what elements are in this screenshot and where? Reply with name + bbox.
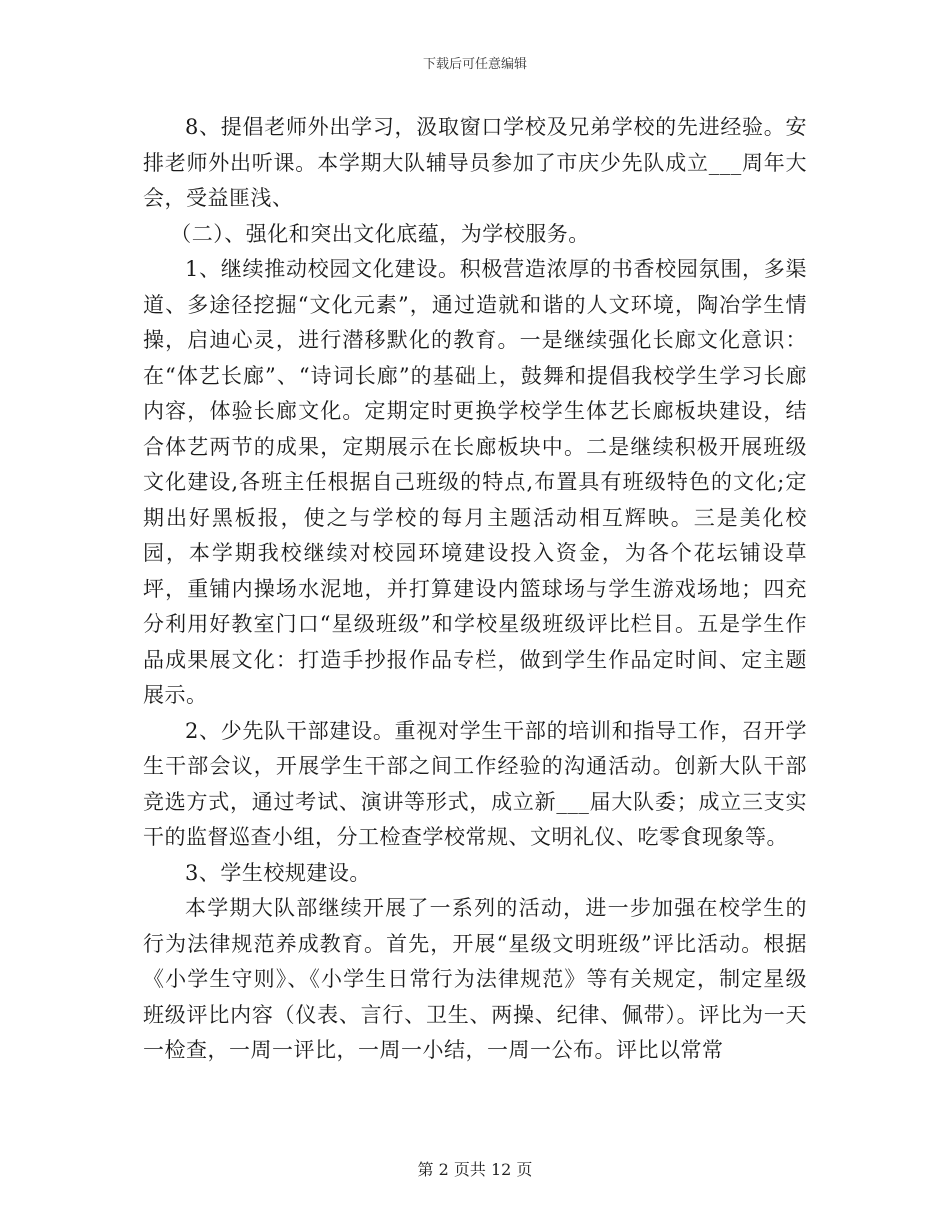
- paragraph-item-8: 8、提倡老师外出学习，汲取窗口学校及兄弟学校的先进经验。安排老师外出听课。本学期大队辅导员参加了市庆少先队成立___周年大会，受益匪浅、: [143, 115, 807, 210]
- paragraph-campus-culture: 1、继续推动校园文化建设。积极营造浓厚的书香校园氛围，多渠道、多途径挖掘“文化元素”，通过造就和谐的人文环境，陶冶学生情操，启迪心灵，进行潜移默化的教育。一是继续强化长廊文化意识：在“体艺长廊”、“诗词长廊”的基础上，鼓舞和提倡我校学生学习长廊内容，体验长廊文化。定期定时更换学校学生体艺长廊板块建设，结合体艺两节的成果，定期展示在长廊板块中。二是继续积极开展班级文化建设,各班主任根据自己班级的特点,布置具有班级特色的文化;定期出好黑板报，使之与学校的每月主题活动相互辉映。三是美化校园，本学期我校继续对校园环境建设投入资金，为各个花坛铺设草坪，重铺内操场水泥地，并打算建设内篮球场与学生游戏场地；四充分利用好教室门口“星级班级”和学校星级班级评比栏目。五是学生作品成果展文化：打造手抄报作品专栏，做到学生作品定时间、定主题展示。: [143, 257, 807, 707]
- page-header-note: 下载后可任意编辑: [422, 57, 527, 72]
- paragraph-cadre-building: 2、少先队干部建设。重视对学生干部的培训和指导工作，召开学生干部会议，开展学生干部之间工作经验的沟通活动。创新大队干部竞选方式，通过考试、演讲等形式，成立新___届大队委；成立三支实干的监督巡查小组，分工检查学校常规、文明礼仪、吃零食现象等。: [143, 718, 807, 849]
- paragraph-rules-heading: 3、学生校规建设。: [185, 860, 371, 885]
- document-body: [143, 110, 807, 1069]
- section-heading-2: （二）、强化和突出文化底蕴，为学校服务。: [170, 221, 590, 246]
- page-number-footer: 第 2 页共 12 页: [417, 1160, 533, 1179]
- paragraph-rules-body: 本学期大队部继续开展了一系列的活动，进一步加强在校学生的行为法律规范养成教育。首先，开展“星级文明班级”评比活动。根据《小学生守则》、《小学生日常行为法律规范》等有关规定，制定星级班级评比内容（仪表、言行、卫生、两操、纪律、佩带）。评比为一天一检查，一周一评比，一周一小结，一周一公布。评比以常常: [143, 896, 807, 1062]
